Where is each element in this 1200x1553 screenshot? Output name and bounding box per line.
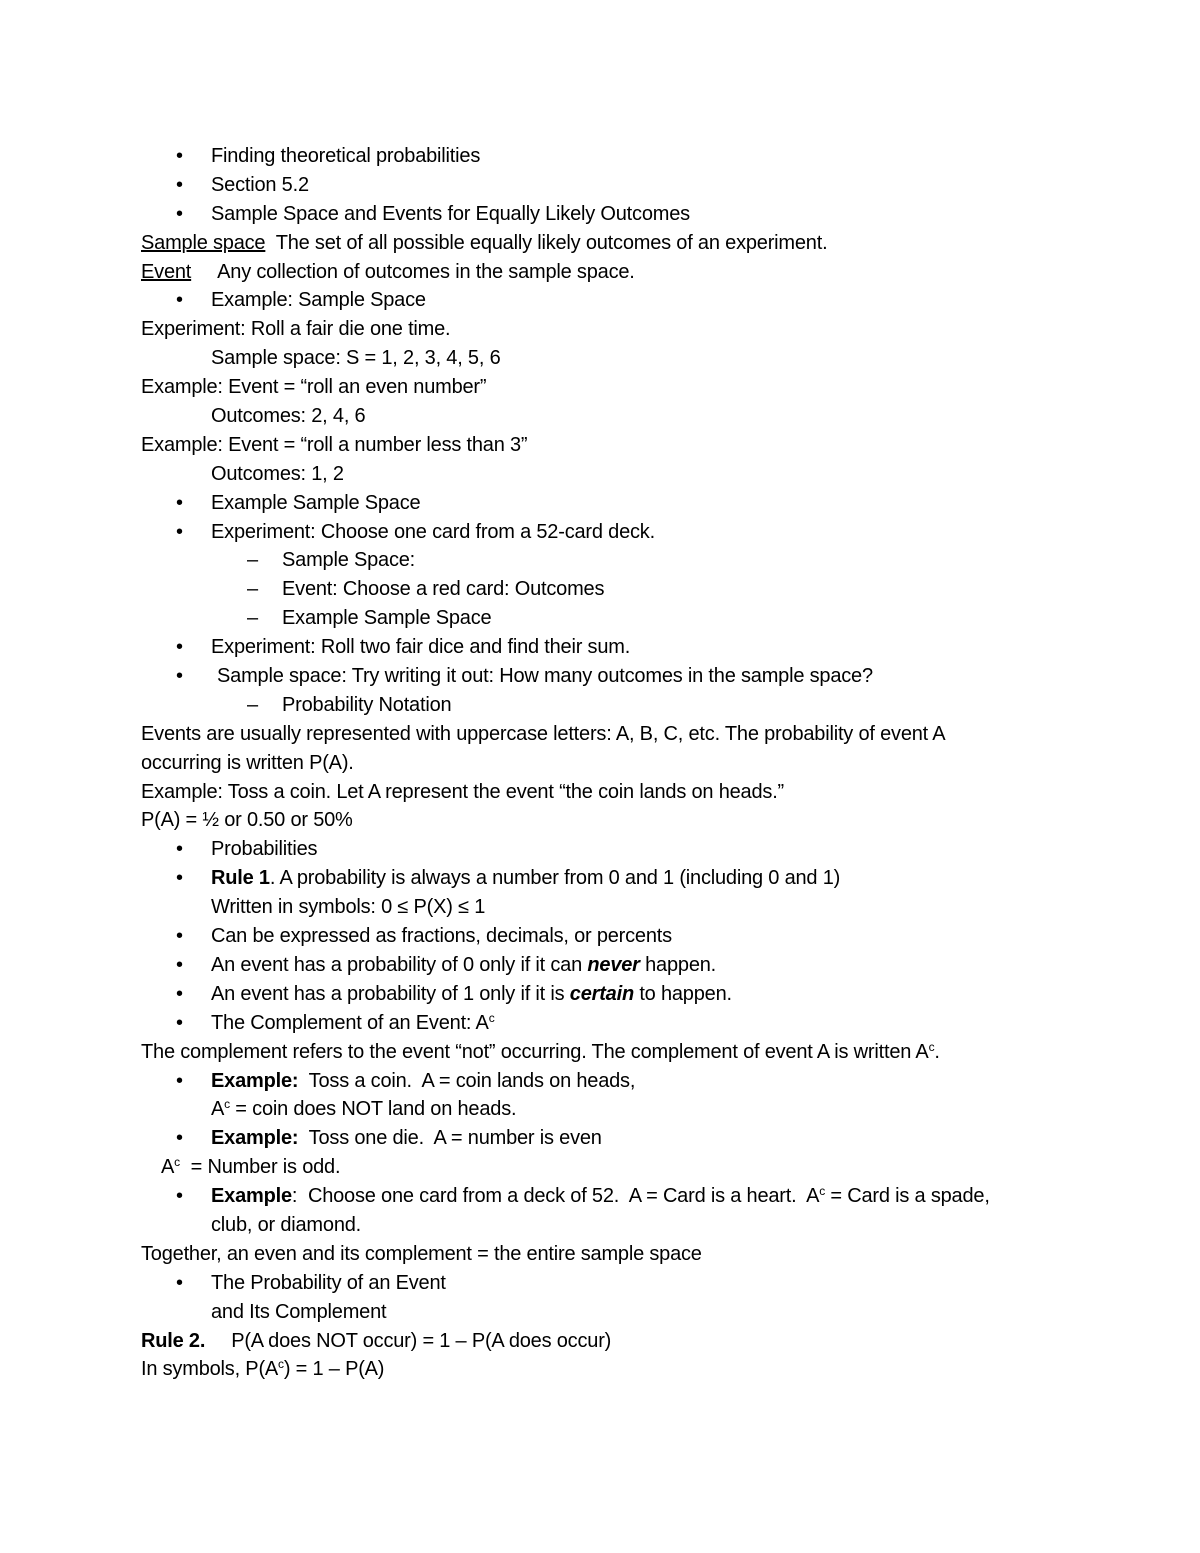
line-text: An event has a probability of 0 only if it can	[211, 953, 588, 976]
definition-text: The set of all possible equally likely outcomes of an experiment.	[265, 231, 828, 254]
bullet-item	[0, 662, 1200, 691]
line-text: Example: Sample Space	[211, 289, 426, 312]
bullet-item	[0, 1067, 1200, 1096]
line-text: Sample Space:	[282, 549, 416, 572]
superscript: c	[278, 1357, 284, 1372]
sub-bullet-item	[0, 575, 1200, 604]
text-line	[0, 1153, 1200, 1182]
superscript: c	[488, 1010, 495, 1025]
sub-bullet-item	[0, 691, 1200, 720]
line-text: Together, an even and its complement = the entire sample space	[141, 1242, 702, 1265]
example-label: Example:	[211, 1069, 299, 1092]
example-label: Example	[211, 1185, 292, 1208]
text-line	[0, 1298, 1200, 1327]
text-line	[0, 806, 1200, 835]
line-text: = coin does NOT land on heads.	[229, 1098, 517, 1121]
text-line	[0, 1355, 1200, 1384]
text-line	[0, 344, 1200, 373]
line-text: Finding theoretical probabilities	[211, 145, 481, 167]
line-text: ) = 1 – P(A)	[283, 1358, 385, 1381]
page-content	[0, 142, 1200, 1384]
line-text: : Choose one card from a deck of 52. A = Card is a heart. A	[291, 1185, 820, 1208]
line-text: Example Sample Space	[282, 607, 492, 630]
line-text: In symbols, P(A	[141, 1358, 279, 1381]
bullet-item	[0, 835, 1200, 864]
text-line	[0, 315, 1200, 344]
term: Event	[141, 260, 192, 283]
line-text: Section 5.2	[211, 173, 309, 196]
text-line	[0, 402, 1200, 431]
bullet-item	[0, 518, 1200, 547]
text-line	[0, 749, 1200, 778]
line-text: = Card is a spade,	[825, 1185, 990, 1208]
line-text: Probability Notation	[282, 693, 452, 716]
line-text: Can be expressed as fractions, decimals, or percents	[211, 925, 672, 948]
emphasis-text: never	[587, 953, 640, 976]
line-text: Toss a coin. A = coin lands on heads,	[298, 1069, 636, 1092]
emphasis-text: certain	[569, 982, 634, 1005]
bullet-item-rule-1	[0, 864, 1200, 893]
bullet-item	[0, 1009, 1200, 1038]
line-text: Events are usually represented with uppercase letters: A, B, C, etc. The probability of event A	[141, 722, 946, 745]
line-text: A	[211, 1098, 225, 1121]
line-text: The Probability of an Event	[211, 1271, 446, 1294]
line-text: Experiment: Choose one card from a 52-card deck.	[211, 520, 655, 543]
rule-2-line	[0, 1327, 1200, 1356]
superscript: c	[174, 1155, 180, 1170]
line-text: P(A) = ½ or 0.50 or 50%	[141, 809, 353, 832]
text-line	[0, 460, 1200, 489]
line-text: Probabilities	[211, 838, 318, 861]
line-text: .	[934, 1040, 940, 1063]
line-text: Example: Event = “roll a number less than 3”	[141, 433, 528, 456]
line-text: Written in symbols: 0 ≤ P(X) ≤ 1	[211, 896, 486, 919]
line-text: Event: Choose a red card: Outcomes	[282, 578, 605, 601]
bullet-item	[0, 200, 1200, 229]
term: Sample space	[141, 231, 266, 254]
line-text: Outcomes: 1, 2	[211, 462, 344, 485]
text-line	[0, 1038, 1200, 1067]
line-text: Outcomes: 2, 4, 6	[211, 405, 366, 428]
text-line	[0, 1240, 1200, 1269]
superscript: c	[928, 1039, 935, 1054]
line-text: occurring is written P(A).	[141, 751, 354, 774]
line-text: The Complement of an Event: A	[211, 1011, 489, 1034]
bullet-item	[0, 142, 1200, 171]
line-text: Toss one die. A = number is even	[298, 1127, 602, 1150]
sub-bullet-item	[0, 604, 1200, 633]
line-text: and Its Complement	[211, 1300, 387, 1323]
text-line	[0, 431, 1200, 460]
line-text: Sample space: S = 1, 2, 3, 4, 5, 6	[211, 347, 501, 370]
superscript: c	[224, 1097, 230, 1112]
text-line	[0, 720, 1200, 749]
line-text: A	[161, 1156, 175, 1179]
line-text: Sample space: Try writing it out: How many outcomes in the sample space?	[217, 665, 873, 688]
rule-label: Rule 2.	[141, 1329, 206, 1352]
sub-bullet-item	[0, 546, 1200, 575]
example-label: Example:	[211, 1127, 299, 1150]
line-text: Experiment: Roll a fair die one time.	[141, 318, 451, 341]
bullet-item	[0, 1269, 1200, 1298]
text-line	[0, 893, 1200, 922]
line-text: . A probability is always a number from 0 and 1 (including 0 and 1)	[269, 867, 841, 890]
definition-sample-space	[0, 229, 1200, 258]
superscript: c	[819, 1184, 826, 1199]
bullet-item	[0, 951, 1200, 980]
definition-event	[0, 258, 1200, 287]
line-text: to happen.	[633, 982, 732, 1005]
line-text: club, or diamond.	[211, 1213, 362, 1236]
bullet-item	[0, 489, 1200, 518]
definition-text: Any collection of outcomes in the sample space.	[217, 260, 635, 283]
bullet-item	[0, 1182, 1200, 1211]
bullet-item	[0, 1124, 1200, 1153]
rule-label: Rule 1	[211, 867, 270, 890]
line-text: Experiment: Roll two fair dice and find their sum.	[211, 636, 631, 659]
line-text: Example Sample Space	[211, 491, 421, 514]
text-line	[0, 1211, 1200, 1240]
line-text: Example: Event = “roll an even number”	[141, 376, 487, 399]
bullet-item	[0, 171, 1200, 200]
bullet-item	[0, 980, 1200, 1009]
line-text: Sample Space and Events for Equally Likely Outcomes	[211, 202, 690, 225]
text-line	[0, 1095, 1200, 1124]
bullet-item	[0, 286, 1200, 315]
text-line	[0, 373, 1200, 402]
bullet-item	[0, 633, 1200, 662]
line-text: An event has a probability of 1 only if it is	[211, 982, 570, 1005]
line-text: = Number is odd.	[179, 1156, 341, 1179]
line-text: happen.	[639, 953, 717, 976]
line-text: The complement refers to the event “not” occurring. The complement of event A is written A	[141, 1040, 929, 1063]
bullet-item	[0, 922, 1200, 951]
text-line	[0, 778, 1200, 807]
line-text: Example: Toss a coin. Let A represent the event “the coin lands on heads.”	[141, 780, 785, 803]
line-text: P(A does NOT occur) = 1 – P(A does occur)	[231, 1329, 612, 1352]
